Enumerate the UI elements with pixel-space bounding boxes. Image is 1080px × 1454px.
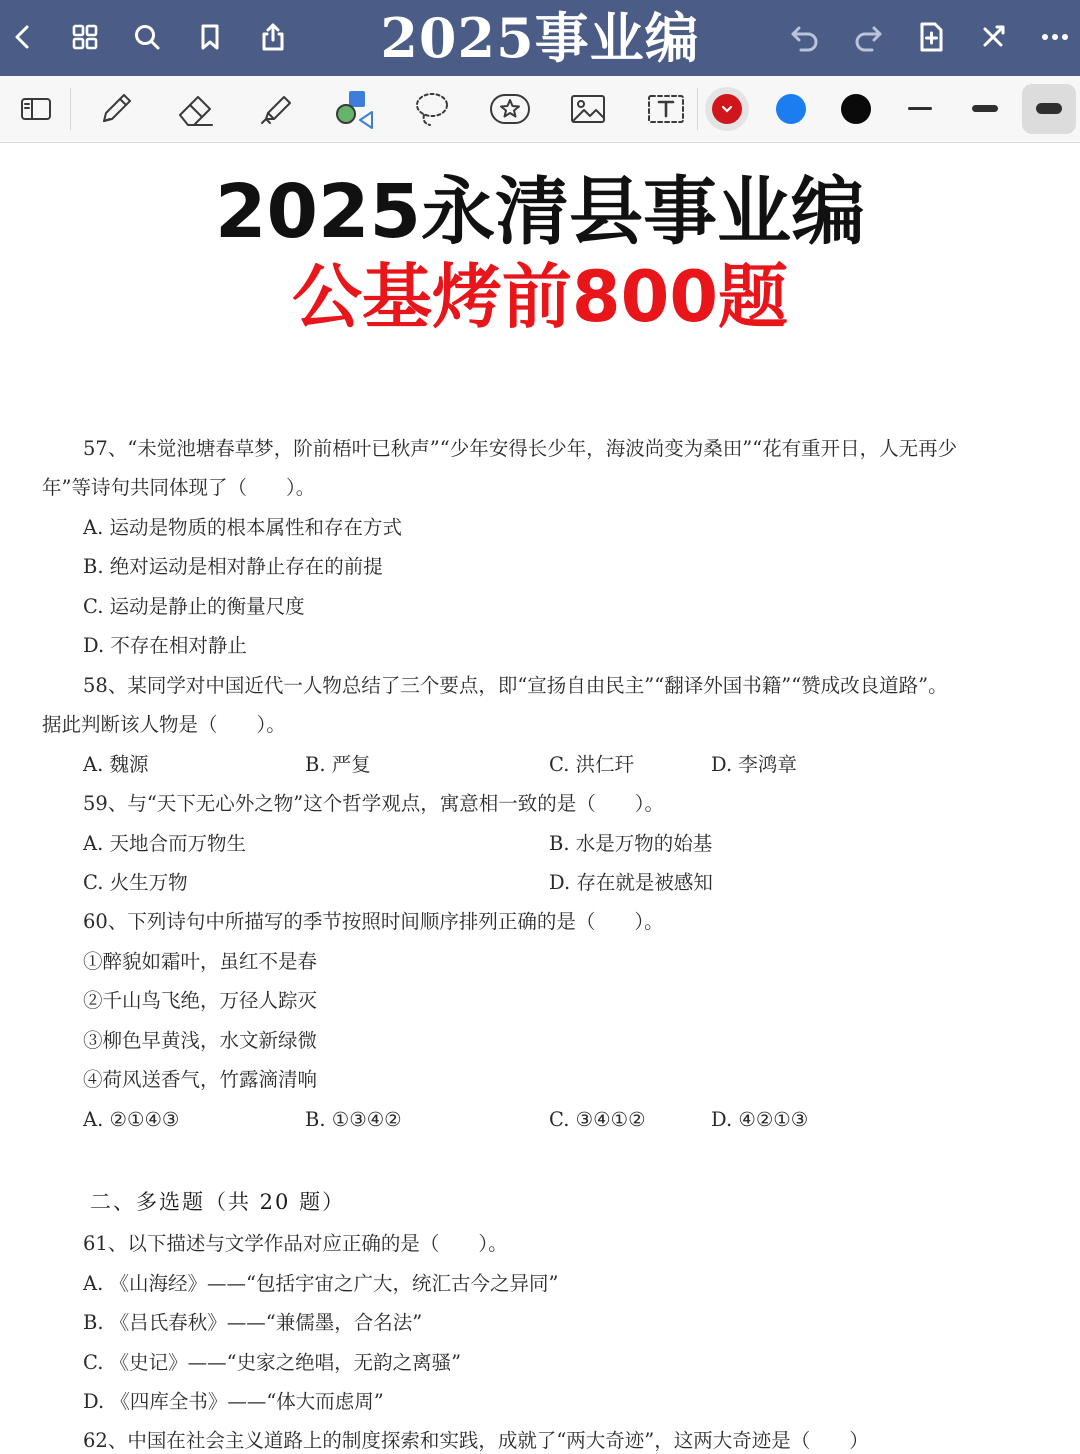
question-61-option-c: C. 《史记》——“史家之绝唱，无韵之离骚” bbox=[83, 1351, 462, 1374]
question-61-option-b: B. 《吕氏春秋》——“兼儒墨，合名法” bbox=[83, 1311, 423, 1334]
color-swatch-blue[interactable] bbox=[776, 94, 806, 124]
question-58-stem: 58、某同学对中国近代一人物总结了三个要点，即“宣扬自由民主”“翻译外国书籍”“赞成改良道路”。 bbox=[83, 674, 948, 697]
question-60-option-c: C. ③④①② bbox=[549, 1108, 646, 1131]
question-60-option-d: D. ④②①③ bbox=[711, 1108, 809, 1131]
question-57-stem-cont: 年”等诗句共同体现了（ ）。 bbox=[42, 476, 316, 499]
image-icon[interactable] bbox=[562, 84, 614, 134]
question-59-option-b: B. 水是万物的始基 bbox=[549, 832, 713, 855]
section-heading-multiple-choice: 二、多选题（共 20 题） bbox=[90, 1190, 346, 1214]
window-title: 2025事业编 bbox=[380, 6, 700, 70]
highlighter-icon[interactable] bbox=[250, 84, 302, 134]
document-subtitle: 公基烤前800题 bbox=[291, 256, 789, 338]
question-60-stem: 60、下列诗句中所描写的季节按照时间顺序排列正确的是（ ）。 bbox=[83, 910, 664, 933]
question-59-option-c: C. 火生万物 bbox=[83, 871, 188, 894]
shapes-icon[interactable] bbox=[328, 84, 380, 134]
question-58-option-d: D. 李鸿章 bbox=[711, 753, 797, 776]
question-58-option-a: A. 魏源 bbox=[83, 753, 149, 776]
share-icon[interactable] bbox=[250, 14, 296, 60]
stroke-width-thick[interactable] bbox=[1036, 103, 1062, 114]
question-59-option-d: D. 存在就是被感知 bbox=[549, 871, 713, 894]
stroke-width-medium[interactable] bbox=[972, 105, 998, 112]
undo-icon[interactable] bbox=[782, 14, 828, 60]
question-59-stem: 59、与“天下无心外之物”这个哲学观点，寓意相一致的是（ ）。 bbox=[83, 792, 665, 815]
document-title: 2025永清县事业编 bbox=[215, 169, 865, 255]
back-icon[interactable] bbox=[0, 14, 46, 60]
sidebar-panel-icon[interactable] bbox=[10, 84, 62, 134]
add-page-icon[interactable] bbox=[908, 14, 954, 60]
question-58-option-b: B. 严复 bbox=[305, 753, 371, 776]
question-57-option-c: C. 运动是静止的衡量尺度 bbox=[83, 595, 305, 618]
question-61-option-a: A. 《山海经》——“包括宇宙之广大，统汇古今之异同” bbox=[83, 1272, 559, 1295]
eraser-icon[interactable] bbox=[170, 84, 222, 134]
pen-icon[interactable] bbox=[90, 84, 142, 134]
question-58-stem-cont: 据此判断该人物是（ ）。 bbox=[42, 713, 286, 736]
question-60-statement-3: ③柳色早黄浅，水文新绿微 bbox=[83, 1029, 318, 1052]
toolbar-divider bbox=[697, 88, 698, 130]
sticker-icon[interactable] bbox=[484, 84, 536, 134]
more-icon[interactable] bbox=[1032, 14, 1078, 60]
question-62-stem: 62、中国在社会主义道路上的制度探索和实践，成就了“两大奇迹”，这两大奇迹是（ ） bbox=[83, 1429, 869, 1452]
question-61-option-d: D. 《四库全书》——“体大而虑周” bbox=[83, 1390, 384, 1413]
redo-icon[interactable] bbox=[845, 14, 891, 60]
color-swatch-red[interactable] bbox=[712, 94, 742, 124]
text-box-icon[interactable] bbox=[640, 84, 692, 134]
bookmark-icon[interactable] bbox=[187, 14, 233, 60]
stroke-width-thin[interactable] bbox=[908, 107, 932, 110]
question-60-statement-1: ①醉貌如霜叶，虽红不是春 bbox=[83, 950, 318, 973]
search-icon[interactable] bbox=[124, 14, 170, 60]
question-57-option-a: A. 运动是物质的根本属性和存在方式 bbox=[83, 516, 402, 539]
lasso-icon[interactable] bbox=[406, 84, 458, 134]
question-57-option-b: B. 绝对运动是相对静止存在的前提 bbox=[83, 555, 383, 578]
question-57-stem: 57、“未觉池塘春草梦，阶前梧叶已秋声”“少年安得长少年，海波尚变为桑田”“花有重开日，人无再少 bbox=[83, 437, 958, 460]
question-60-option-b: B. ①③④② bbox=[305, 1108, 402, 1131]
toolbar-divider bbox=[70, 88, 71, 130]
question-59-option-a: A. 天地合而万物生 bbox=[83, 832, 246, 855]
top-nav-bar bbox=[0, 0, 1080, 76]
question-60-option-a: A. ②①④③ bbox=[83, 1108, 180, 1131]
question-58-option-c: C. 洪仁玕 bbox=[549, 753, 635, 776]
color-swatch-black[interactable] bbox=[841, 94, 871, 124]
question-60-statement-4: ④荷风送香气，竹露滴清响 bbox=[83, 1068, 318, 1091]
question-57-option-d: D. 不存在相对静止 bbox=[83, 634, 247, 657]
question-60-statement-2: ②千山鸟飞绝，万径人踪灭 bbox=[83, 989, 318, 1012]
grid-icon[interactable] bbox=[62, 14, 108, 60]
question-61-stem: 61、以下描述与文学作品对应正确的是（ ）。 bbox=[83, 1232, 508, 1255]
close-icon[interactable] bbox=[970, 14, 1016, 60]
